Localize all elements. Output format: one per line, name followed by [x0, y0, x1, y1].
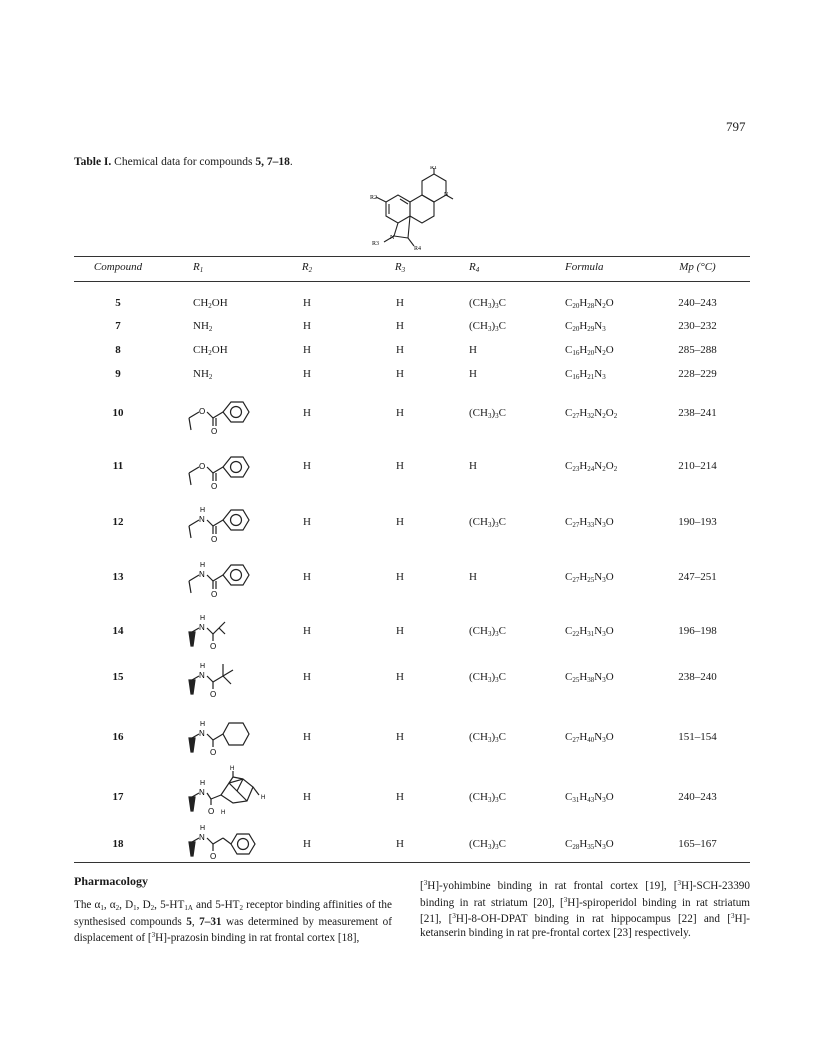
- table-caption: [74, 156, 293, 168]
- caption-text: Chemical data for compounds: [114, 156, 256, 168]
- cell-compound: 10: [112, 407, 124, 419]
- cell-r2: H: [303, 460, 311, 472]
- cell-r2: H: [303, 671, 311, 683]
- benzoyloxymethyl-structure: [185, 447, 275, 492]
- benzamido-structure: [185, 555, 275, 600]
- cell-formula: $C_{22}H_{31}N_3O$: [565, 625, 614, 638]
- ergoline-scaffold-structure: [364, 166, 454, 256]
- oxygen-label: O: [199, 407, 206, 416]
- scaffold-label-r2: R2: [370, 195, 378, 201]
- cell-r3: H: [396, 516, 404, 528]
- hydrogen-label: H: [200, 825, 206, 832]
- cell-mp: 190–193: [678, 516, 717, 528]
- cell-r2: H: [303, 368, 311, 380]
- cell-r2: H: [303, 838, 311, 850]
- cell-mp: 196–198: [678, 625, 717, 637]
- cell-formula: $C_{27}H_{25}N_3O$: [565, 571, 614, 584]
- isobutyramido-structure: [185, 608, 275, 653]
- table-header-rule: [74, 281, 750, 282]
- cell-mp: 238–240: [678, 671, 717, 683]
- cell-compound: 17: [112, 791, 124, 803]
- hydrogen-label: H: [200, 615, 206, 622]
- cell-r3: H: [396, 368, 404, 380]
- cell-r2: H: [303, 297, 311, 309]
- cell-mp: 240–243: [678, 297, 717, 309]
- cell-r4: $(CH_3)_3C$: [469, 838, 506, 851]
- header-r3: $R_3$: [394, 261, 406, 274]
- nitrogen-label: N: [199, 788, 205, 797]
- cell-r2: H: [303, 344, 311, 356]
- oxygen-label: O: [210, 748, 217, 757]
- cell-r3: H: [396, 838, 404, 850]
- cell-r4: $(CH_3)_3C$: [469, 297, 506, 310]
- cell-compound: 14: [112, 625, 124, 637]
- oxygen-label: O: [210, 642, 217, 651]
- cell-formula: $C_{20}H_{29}N_3$: [565, 320, 606, 333]
- caption-compounds: 5, 7–18: [255, 156, 290, 168]
- header-r1: $R_1$: [193, 261, 204, 274]
- cell-r3: H: [396, 320, 404, 332]
- cell-r4: H: [469, 460, 477, 472]
- caption-end: .: [289, 156, 293, 168]
- paragraph-left: The $\alpha_1$, $\alpha_2$, $D_1$, $D_2$, $5-HT_{1A}$ and $5-HT_2$ receptor binding affinities of the synthesised compounds 5, 7–31 was determined by measurement of displacement of [$^3$H]-prazosin binding in rat frontal cortex [18],: [74, 899, 393, 944]
- header-r4: $R_4$: [469, 261, 480, 274]
- cell-compound: 15: [112, 671, 124, 683]
- oxygen-label: O: [211, 482, 218, 491]
- cell-mp: 151–154: [678, 731, 717, 743]
- cell-compound: 18: [112, 838, 124, 850]
- cell-formula: $C_{27}H_{40}N_3O$: [565, 731, 614, 744]
- pivalamido-structure: [185, 656, 275, 701]
- page-number: 797: [726, 119, 746, 134]
- cyclohexanecarboxamido-structure: [185, 712, 275, 757]
- cell-compound: 9: [115, 368, 121, 380]
- cell-mp: 228–229: [678, 368, 717, 380]
- cell-mp: 285–288: [678, 344, 717, 356]
- cell-r3: H: [396, 407, 404, 419]
- cell-r2: H: [303, 731, 311, 743]
- cell-formula: $C_{16}H_{20}N_2O$: [565, 344, 614, 357]
- scaffold-label-n-indole: N: [390, 235, 395, 241]
- nitrogen-label: N: [199, 570, 205, 579]
- cell-r3: H: [396, 344, 404, 356]
- section-title: Pharmacology: [74, 874, 148, 888]
- oxygen-label: O: [211, 427, 218, 436]
- cell-r4: H: [469, 344, 477, 356]
- nitrogen-label: N: [199, 623, 205, 632]
- oxygen-label: O: [211, 535, 218, 544]
- cell-r4: $(CH_3)_3C$: [469, 731, 506, 744]
- table-bottom-rule: [74, 862, 750, 863]
- cell-r2: H: [303, 791, 311, 803]
- oxygen-label: O: [208, 807, 215, 816]
- oxygen-label: O: [210, 690, 217, 699]
- cell-r3: H: [396, 625, 404, 637]
- header-compound: Compound: [93, 261, 143, 273]
- hydrogen-label: H: [200, 507, 206, 514]
- cell-r4: $(CH_3)_3C$: [469, 625, 506, 638]
- header-mp: Mp (°C): [679, 261, 716, 273]
- cell-formula: $C_{16}H_{21}N_3$: [565, 368, 606, 381]
- cell-r3: H: [396, 297, 404, 309]
- nitrogen-label: N: [199, 729, 205, 738]
- cell-r2: H: [303, 516, 311, 528]
- cell-formula: $C_{25}H_{38}N_3O$: [565, 671, 614, 684]
- cell-r3: H: [396, 791, 404, 803]
- cell-compound: 7: [115, 320, 121, 332]
- cell-formula: $C_{27}H_{33}N_3O$: [565, 516, 614, 529]
- cell-r3: H: [396, 460, 404, 472]
- cell-r2: H: [303, 407, 311, 419]
- header-formula: Formula: [565, 261, 604, 273]
- cell-r3: H: [396, 571, 404, 583]
- cell-r4: $(CH_3)_3C$: [469, 320, 506, 333]
- cell-formula: $C_{31}H_{43}N_3O$: [565, 791, 614, 804]
- cell-compound: 11: [112, 460, 124, 472]
- cell-r4: $(CH_3)_3C$: [469, 791, 506, 804]
- phenylacetamido-structure: [185, 820, 275, 865]
- table-top-rule: [74, 256, 750, 257]
- scaffold-label-r1: R1: [430, 166, 438, 171]
- cell-mp: 210–214: [678, 460, 717, 472]
- cell-r1: $NH_2$: [193, 320, 213, 333]
- caption-label: Table I.: [74, 156, 112, 168]
- cell-mp: 165–167: [678, 838, 717, 850]
- hydrogen-label: H: [200, 721, 206, 728]
- cell-formula: $C_{23}H_{24}N_2O_2$: [565, 460, 618, 473]
- cell-r4: H: [469, 368, 477, 380]
- cell-r2: H: [303, 320, 311, 332]
- cell-formula: $C_{28}H_{35}N_3O$: [565, 838, 614, 851]
- cell-compound: 8: [115, 344, 121, 356]
- cell-mp: 230–232: [678, 320, 717, 332]
- cell-r1: $CH_2OH$: [193, 297, 228, 310]
- hydrogen-label: H: [221, 810, 226, 816]
- cell-r4: $(CH_3)_3C$: [469, 516, 506, 529]
- cell-compound: 16: [112, 731, 124, 743]
- nitrogen-label: N: [199, 515, 205, 524]
- cell-r3: H: [396, 731, 404, 743]
- nitrogen-label: N: [199, 833, 205, 842]
- cell-compound: 12: [112, 516, 124, 528]
- benzoyloxymethyl-structure: [185, 392, 275, 437]
- oxygen-label: O: [199, 462, 206, 471]
- cell-r4: H: [469, 571, 477, 583]
- adamantanecarboxamido-structure: [185, 763, 275, 818]
- scaffold-label-r3: R3: [372, 241, 380, 247]
- scaffold-label-r4: R4: [414, 246, 422, 252]
- header-r2: $R_2$: [301, 261, 313, 274]
- cell-formula: $C_{27}H_{32}N_2O_2$: [565, 407, 618, 420]
- oxygen-label: O: [211, 590, 218, 599]
- oxygen-label: O: [210, 852, 217, 861]
- benzamido-structure: [185, 500, 275, 545]
- paragraph-right: [$^3$H]-yohimbine binding in rat frontal cortex [19], [$^3$H]-SCH-23390 binding in rat striatum [20], [$^3$H]-spiroperidol binding in rat striatum [21], [$^3$H]-8-OH-DPAT binding in rat hippocampus [22] and [$^3$H]-ketanserin binding in rat pre-frontal cortex [23] respectively.: [420, 879, 751, 939]
- cell-r4: $(CH_3)_3C$: [469, 671, 506, 684]
- cell-mp: 247–251: [678, 571, 717, 583]
- cell-compound: 5: [115, 297, 121, 309]
- hydrogen-label: H: [200, 562, 206, 569]
- cell-r2: H: [303, 571, 311, 583]
- hydrogen-label: H: [261, 795, 266, 801]
- cell-mp: 238–241: [678, 407, 717, 419]
- cell-r1: $CH_2OH$: [193, 344, 228, 357]
- scaffold-label-n-piperidine: N: [444, 192, 449, 198]
- cell-formula: $C_{20}H_{28}N_2O$: [565, 297, 614, 310]
- cell-mp: 240–243: [678, 791, 717, 803]
- cell-r2: H: [303, 625, 311, 637]
- hydrogen-label: H: [200, 780, 206, 787]
- cell-r3: H: [396, 671, 404, 683]
- hydrogen-label: H: [230, 766, 235, 772]
- hydrogen-label: H: [200, 663, 206, 670]
- cell-r1: $NH_2$: [193, 368, 213, 381]
- nitrogen-label: N: [199, 671, 205, 680]
- cell-compound: 13: [112, 571, 124, 583]
- cell-r4: $(CH_3)_3C$: [469, 407, 506, 420]
